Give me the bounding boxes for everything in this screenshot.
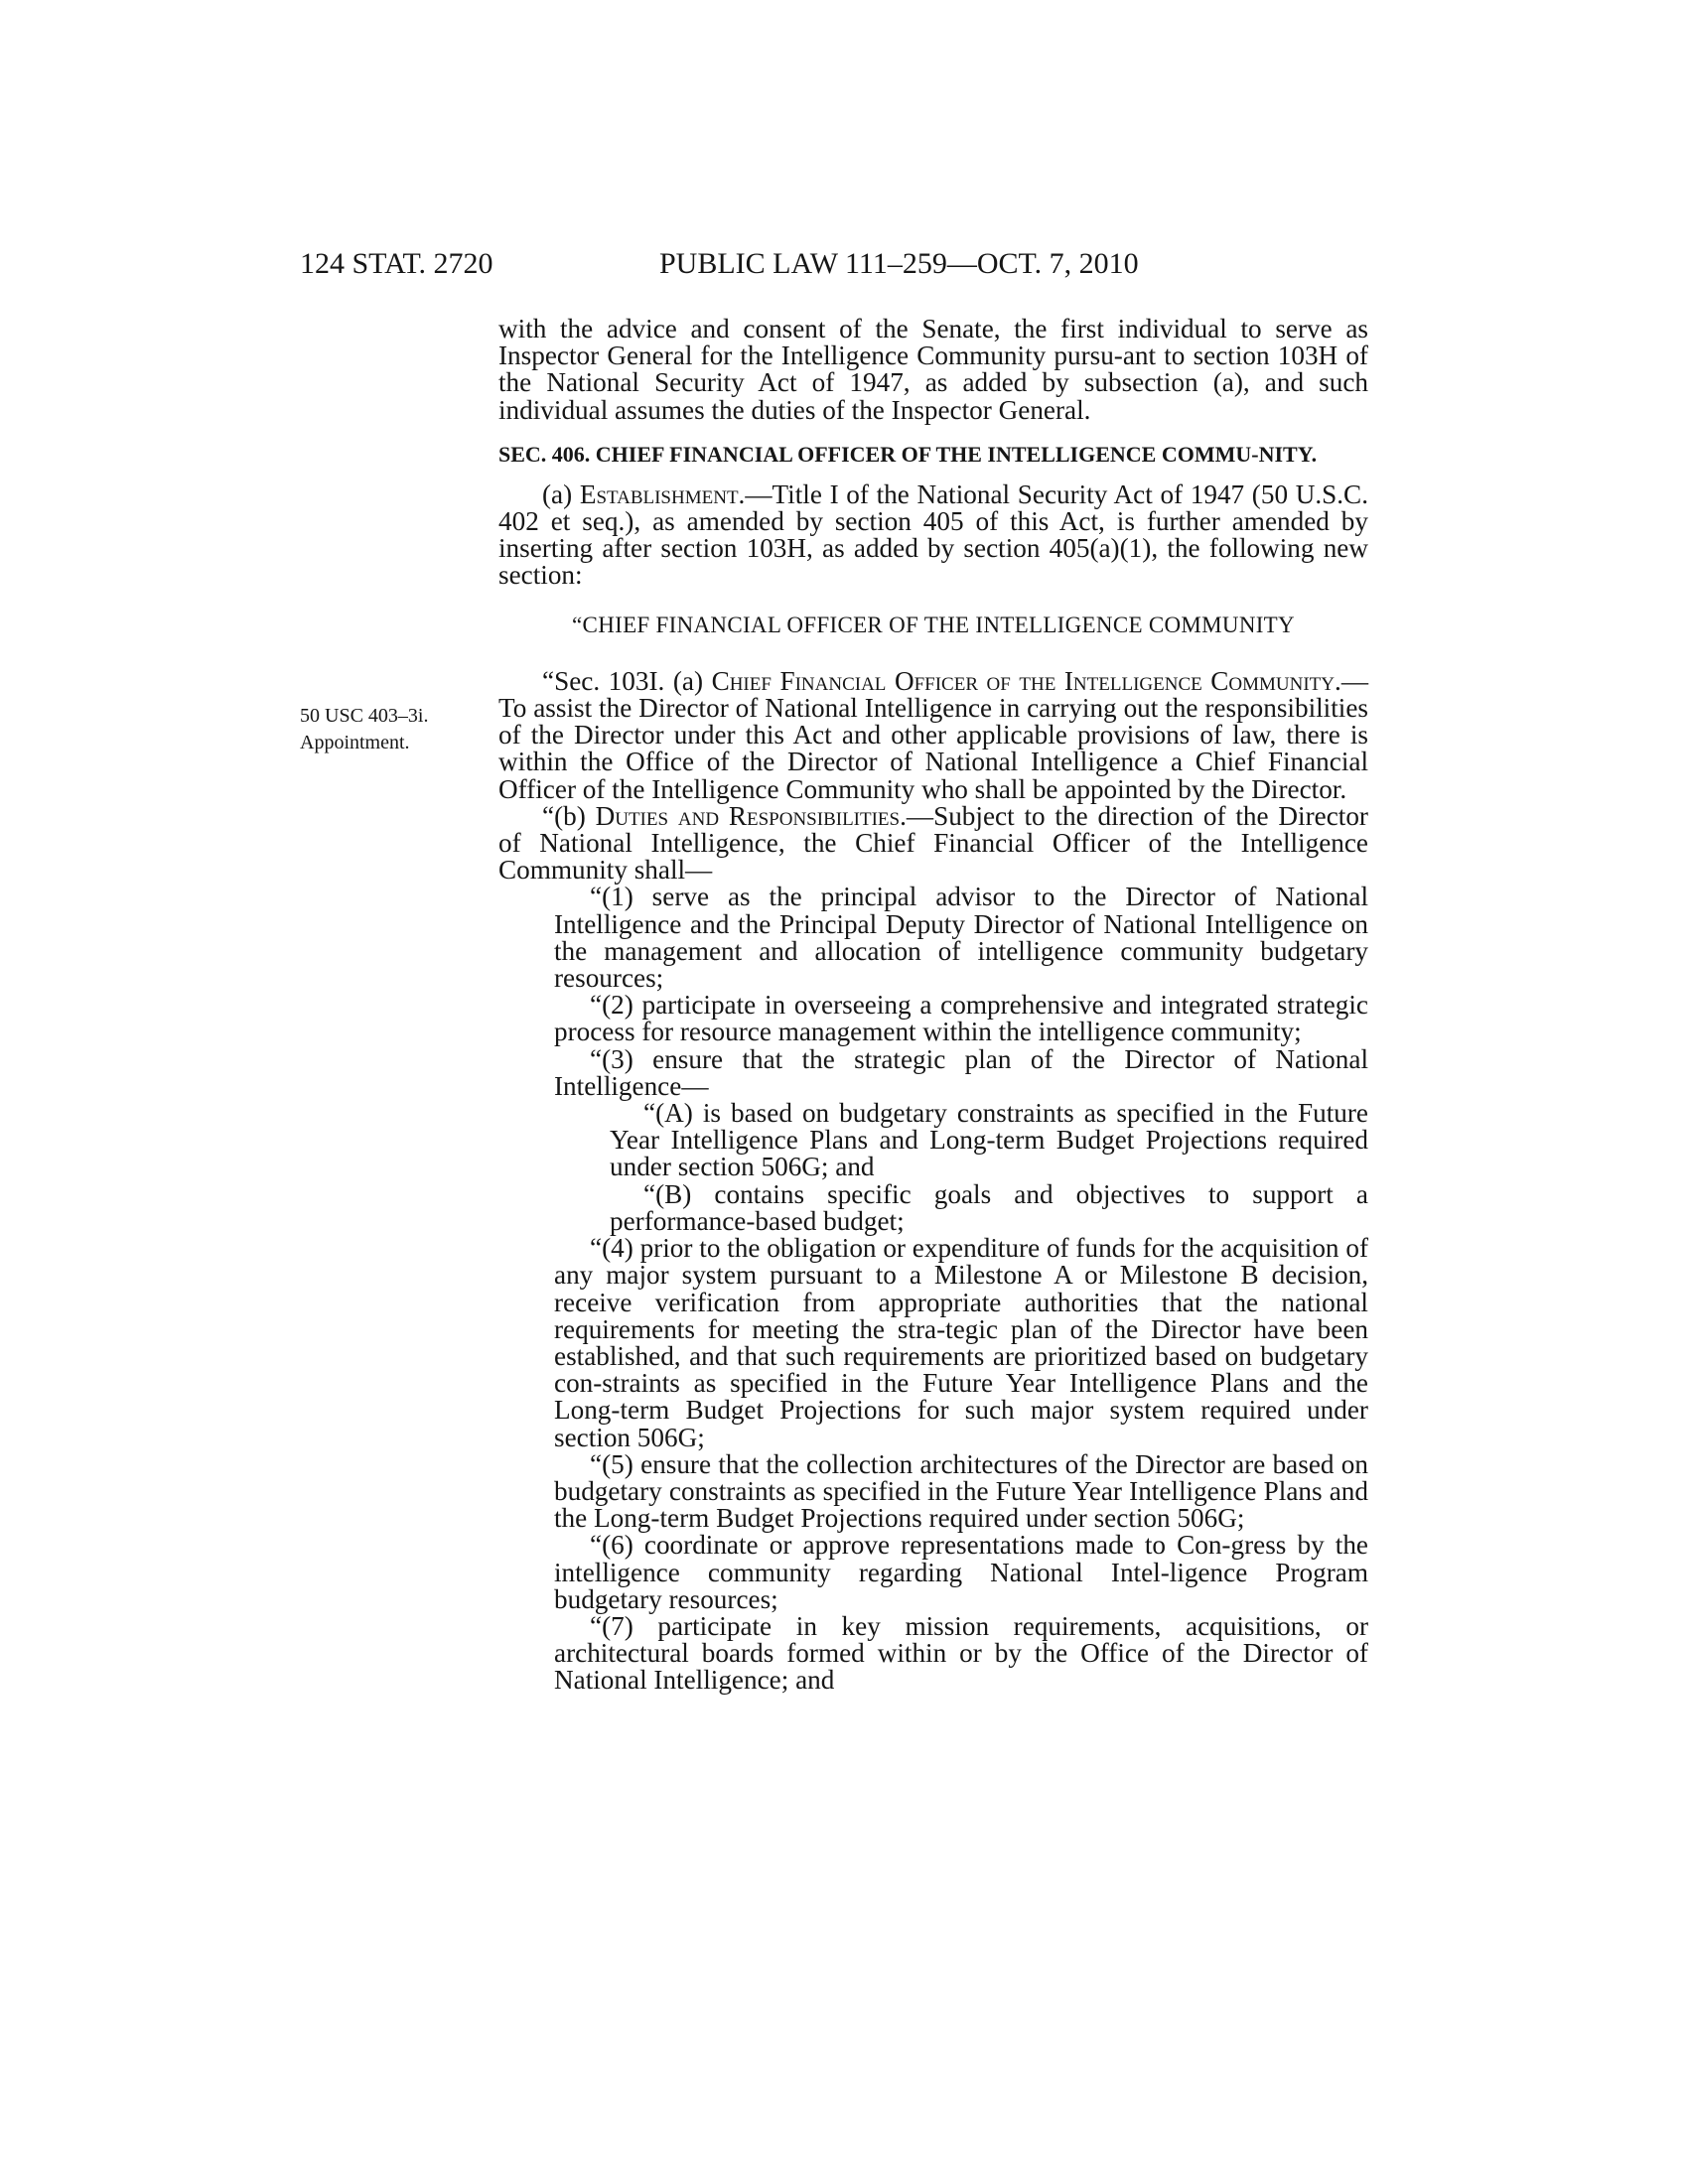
- margin-note-appointment: Appointment.: [300, 732, 410, 753]
- duties-prefix: “(b): [542, 800, 596, 831]
- duty-item-3b: “(B) contains specific goals and objectives to support a performance-based budget;: [610, 1178, 1368, 1236]
- continuation-paragraph: with the advice and consent of the Senate, the first individual to serve as Inspector General for the Intelligence Community pursu-ant to section 103H of the National Security Act of 1947, as added by subsection (a), and such individual assumes the duties of the Inspector General.: [498, 314, 1368, 425]
- margin-note-usc: 50 USC 403–3i.: [300, 705, 429, 727]
- duty-item-3: “(3) ensure that the strategic plan of the Director of National Intelligence—: [554, 1043, 1368, 1101]
- document-body: [498, 316, 1368, 1695]
- quoted-section-heading: “CHIEF FINANCIAL OFFICER OF THE INTELLIGENCE COMMUNITY: [572, 612, 1295, 637]
- duty-item-1: “(1) serve as the principal advisor to the Director of National Intelligence and the Principal Deputy Director of National Intelligence on the management and allocation of intelligence community budgetary resources;: [554, 882, 1368, 994]
- duty-item-3a: “(A) is based on budgetary constraints as specified in the Future Year Intelligence Plans and Long-term Budget Projections required under section 506G; and: [610, 1098, 1368, 1182]
- sec103i-prefix: “Sec. 103I. (a): [542, 665, 712, 696]
- sec103i-label: Chief Financial Officer of the Intelligence Community: [711, 665, 1336, 696]
- duties-paragraph: [498, 800, 1368, 886]
- establishment-paragraph: [498, 478, 1368, 591]
- duties-label: Duties and Responsibilities: [595, 800, 901, 831]
- est-prefix: (a): [542, 478, 580, 509]
- duty-item-4: “(4) prior to the obligation or expenditure of funds for the acquisition of any major system pursuant to a Milestone A or Milestone B decision, receive verification from appropriate authorities that the national requirements for meeting the stra-tegic plan of the Director have been established, and that such requirements are prioritized based on budgetary con-straints as specified in the Future Year Intelligence Plans and the Long-term Budget Projections for such major system required under section 506G;: [554, 1233, 1368, 1452]
- sec103i-paragraph: [498, 665, 1368, 804]
- duties-text: .—Subject to the direction of the Director of National Intelligence, the Chief Financial Officer of the Intelligence Community shall—: [498, 800, 1368, 886]
- est-text: .—Title I of the National Security Act of 1947 (50 U.S.C. 402 et seq.), as amended by section 405 of this Act, is further amended by inserting after section 103H, as added by section 405(a)(1), the following new section:: [498, 478, 1368, 591]
- est-label: Establishment: [579, 478, 739, 509]
- duty-item-2: “(2) participate in overseeing a comprehensive and integrated strategic process for resource management within the intelligence community;: [554, 990, 1368, 1047]
- duty-item-5: “(5) ensure that the collection architectures of the Director are based on budgetary constraints as specified in the Future Year Intelligence Plans and the Long-term Budget Projections required under section 506G;: [554, 1448, 1368, 1534]
- running-header: [300, 244, 1368, 284]
- public-law-citation: PUBLIC LAW 111–259—OCT. 7, 2010: [659, 247, 1139, 280]
- section-heading: SEC. 406. CHIEF FINANCIAL OFFICER OF THE INTELLIGENCE COMMU-NITY.: [498, 441, 1318, 467]
- duty-item-6: “(6) coordinate or approve representations made to Con-gress by the intelligence community regarding National Intel-ligence Program budgetary resources;: [554, 1530, 1368, 1614]
- duty-item-7: “(7) participate in key mission requirements, acquisitions, or architectural boards formed within or by the Office of the Director of National Intelligence; and: [554, 1610, 1368, 1696]
- sec103i-text: .—To assist the Director of National Intelligence in carrying out the responsibilities of the Director under this Act and other applicable provisions of law, there is within the Office of the Director of National Intelligence a Chief Financial Officer of the Intelligence Community who shall be appointed by the Director.: [498, 665, 1368, 804]
- stat-page-number: 124 STAT. 2720: [300, 247, 493, 280]
